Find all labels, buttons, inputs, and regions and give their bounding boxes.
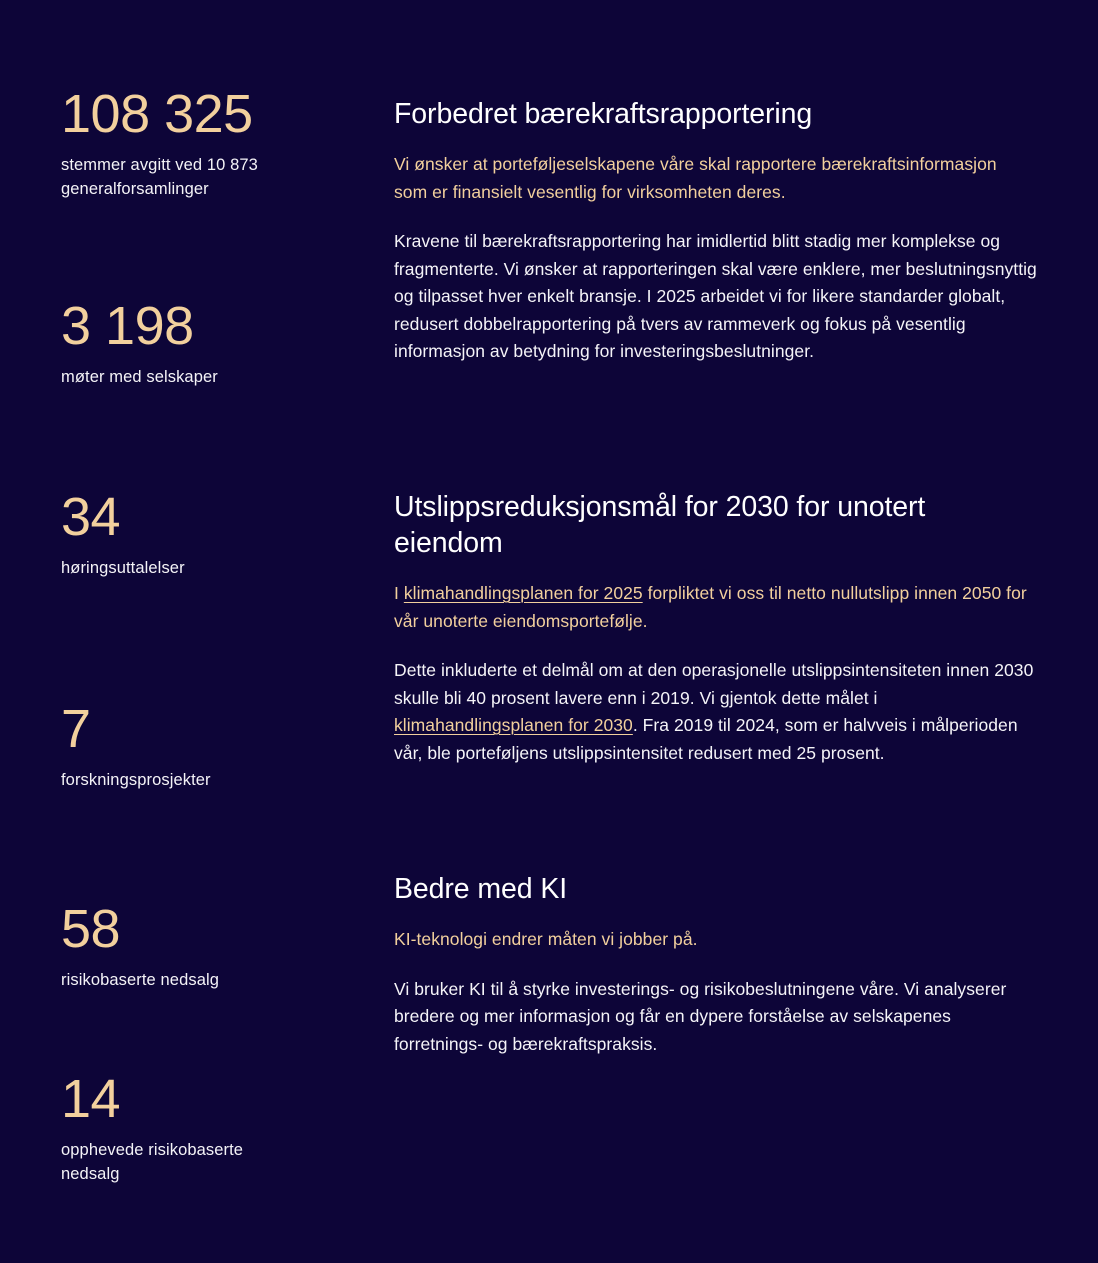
key-figure-block [61, 84, 361, 201]
key-figure-value: 14 [61, 1069, 121, 1129]
key-figure-value: 108 325 [61, 84, 253, 144]
key-figure-block [61, 899, 361, 992]
key-figure-value: 58 [61, 899, 121, 959]
section-body-paragraph [394, 976, 1042, 1059]
key-figure-block [61, 699, 361, 792]
key-figure-value: 34 [61, 487, 121, 547]
section-heading: Utslippsreduksjonsmål for 2030 for unotert eiendom [394, 491, 926, 559]
key-figure-block [61, 1069, 361, 1186]
section-heading: Forbedret bærekraftsrapportering [394, 98, 813, 130]
text-run: Vi bruker KI til å styrke investerings- og risikobeslutningene våre. Vi analyserer bredere og mer informasjon og får en dypere forståelse av selskapenes forretnings- og bærekraftspraksis. [394, 978, 1007, 1054]
text-run: I [394, 583, 404, 603]
key-figure-label: stemmer avgitt ved 10 873 generalforsamlinger [61, 156, 258, 198]
text-run: forpliktet vi oss til netto nullutslipp innen 2050 for vår unoterte eiendomsportefølje. [394, 583, 1027, 631]
key-figure-block [61, 296, 361, 389]
section-body-paragraph [394, 657, 1042, 767]
section-lead-paragraph [394, 580, 1034, 635]
key-figure-block [61, 487, 361, 580]
key-figure-label: forskningsprosjekter [61, 771, 211, 789]
key-figure-value: 7 [61, 699, 91, 759]
key-figure-label: møter med selskaper [61, 368, 218, 386]
section-body-paragraph [394, 228, 1042, 366]
section-lead-paragraph [394, 926, 1034, 954]
key-figure-label: risikobaserte nedsalg [61, 971, 220, 989]
section-heading: Bedre med KI [394, 873, 568, 905]
report-section [394, 489, 1044, 767]
inline-link[interactable]: klimahandlingsplanen for 2030 [394, 715, 633, 735]
text-run: KI-teknologi endrer måten vi jobber på. [394, 929, 698, 949]
text-run: Dette inkluderte et delmål om at den operasjonelle utslippsintensiteten innen 2030 skulle bli 40 prosent lavere enn i 2019. Vi gjentok dette målet i [394, 660, 1034, 708]
inline-link[interactable]: klimahandlingsplanen for 2025 [403, 583, 643, 603]
key-figure-value: 3 198 [61, 296, 194, 356]
report-section [394, 96, 1044, 366]
key-figure-label: opphevede risikobaserte nedsalg [61, 1141, 244, 1183]
text-run: Vi ønsker at porteføljeselskapene våre skal rapportere bærekraftsinformasjon som er finansielt vesentlig for virksomheten deres. [394, 154, 997, 202]
key-figure-label: høringsuttalelser [61, 559, 185, 577]
section-lead-paragraph [394, 151, 1034, 206]
text-run: Kravene til bærekraftsrapportering har imidlertid blitt stadig mer komplekse og fragmenterte. Vi ønsker at rapporteringen skal være enklere, mer beslutningsnyttig og tilpasset hver enkelt bransje. I 2025 arbeidet vi for likere standarder globalt, redusert dobbelrapportering på tvers av rammeverk og fokus på vesentlig informasjon av betydning for investeringsbeslutninger. [394, 231, 1037, 361]
text-run: . Fra 2019 til 2024, som er halvveis i målperioden vår, ble porteføljens utslippsintensitet redusert med 25 prosent. [394, 715, 1018, 763]
report-section [394, 871, 1044, 1058]
